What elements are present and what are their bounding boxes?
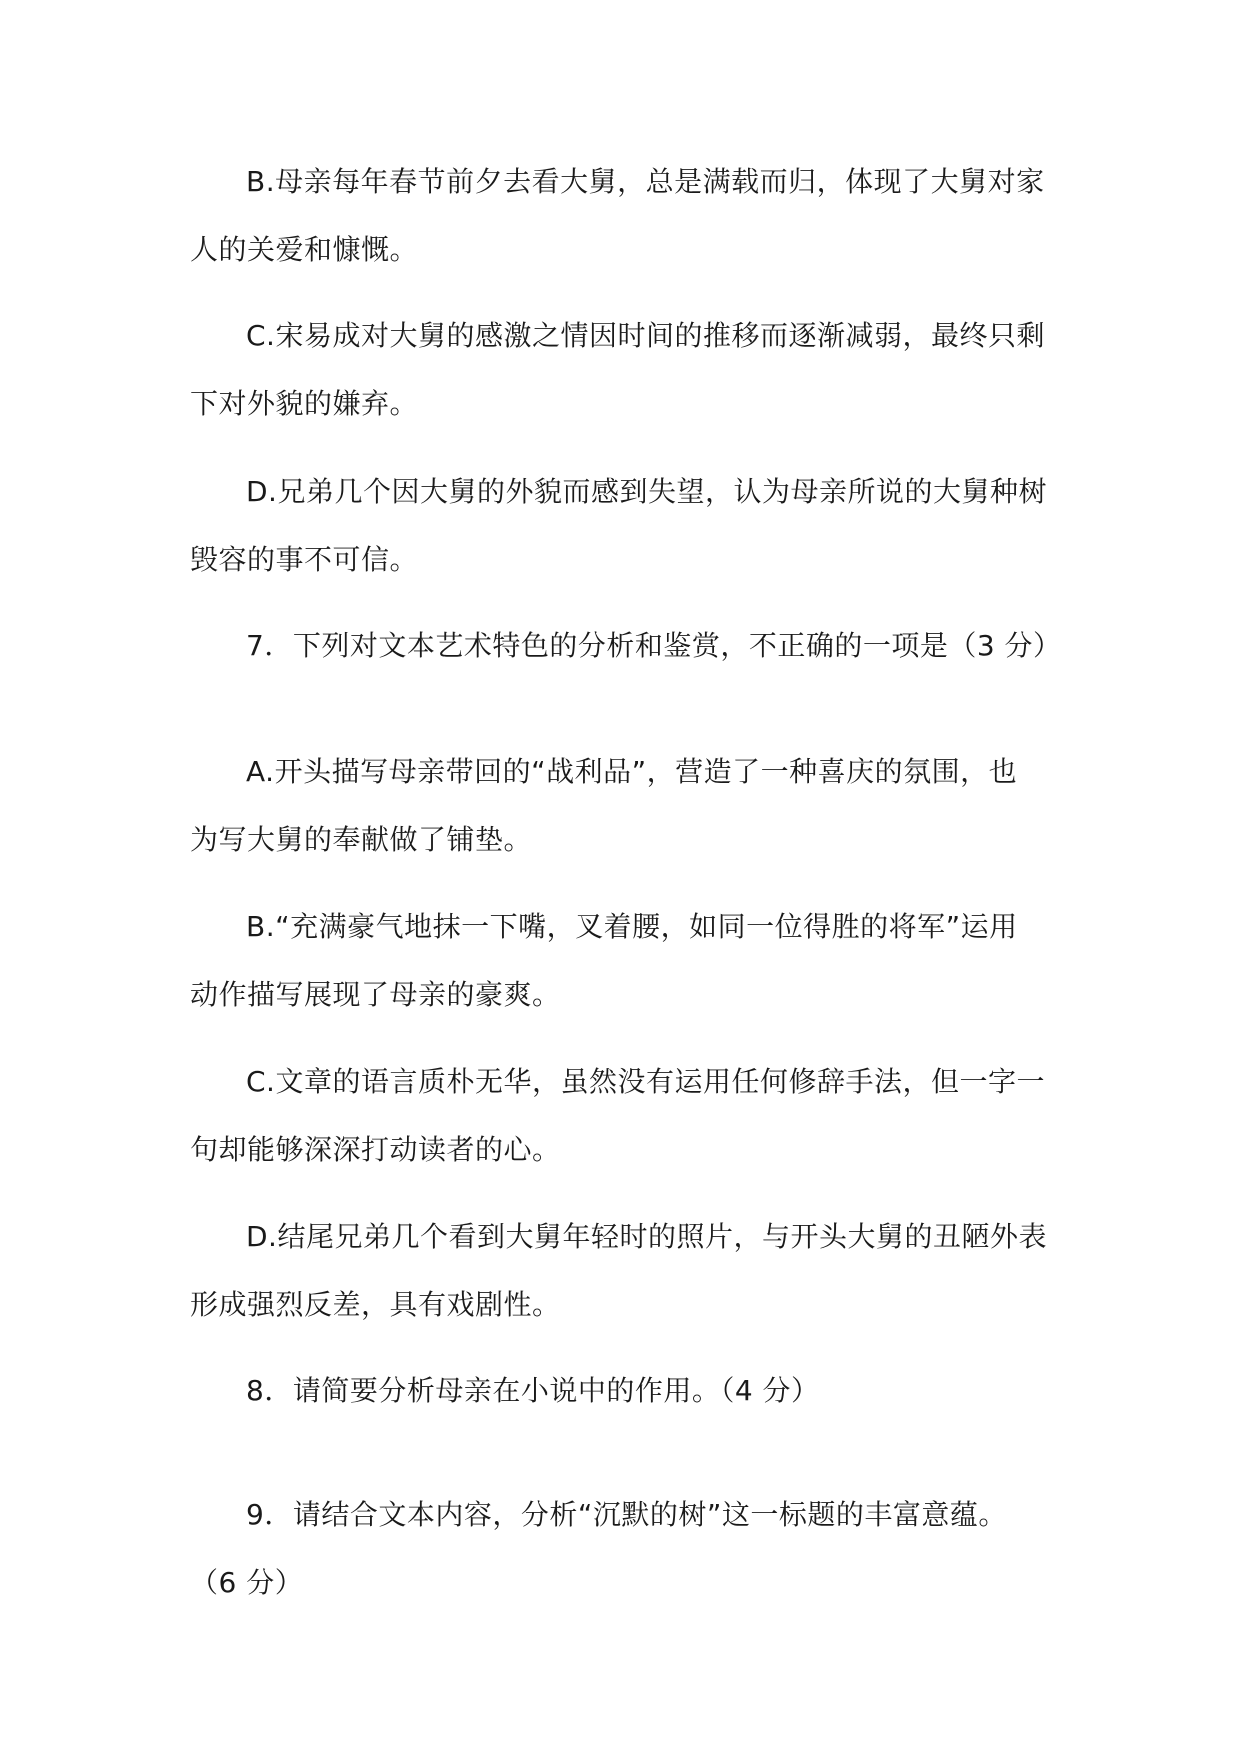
question-8 <box>190 1357 1070 1425</box>
paragraph-line: 毁容的事不可信。 <box>190 543 419 576</box>
q7-option-c-paragraph <box>190 1048 1070 1184</box>
option-d-paragraph <box>190 458 1070 594</box>
option-b-paragraph <box>190 148 1070 284</box>
question-7 <box>190 612 1070 680</box>
paragraph-line: B.母亲每年春节前夕去看大舅，总是满载而归，体现了大舅对家 <box>246 165 1045 198</box>
paragraph-line: （6 分） <box>190 1566 304 1599</box>
paragraph-line: D.结尾兄弟几个看到大舅年轻时的照片，与开头大舅的丑陋外表 <box>246 1220 1047 1253</box>
paragraph-line: 8．请简要分析母亲在小说中的作用。（4 分） <box>246 1374 820 1407</box>
paragraph-line: D.兄弟几个因大舅的外貌而感到失望，认为母亲所说的大舅种树 <box>246 475 1047 508</box>
paragraph-line: 动作描写展现了母亲的豪爽。 <box>190 978 561 1011</box>
option-c-paragraph <box>190 302 1070 438</box>
q7-option-b-paragraph <box>190 893 1070 1029</box>
paragraph-line: A.开头描写母亲带回的“战利品”，营造了一种喜庆的氛围，也 <box>246 755 1018 788</box>
paragraph-line: 人的关爱和慷慨。 <box>190 233 419 266</box>
paragraph-line: 下对外貌的嫌弃。 <box>190 387 419 420</box>
question-9 <box>190 1481 1070 1617</box>
paragraph-line: B.“充满豪气地抹一下嘴，叉着腰，如同一位得胜的将军”运用 <box>246 910 1018 943</box>
paragraph-line: 句却能够深深打动读者的心。 <box>190 1133 561 1166</box>
paragraph-line: C.文章的语言质朴无华，虽然没有运用任何修辞手法，但一字一 <box>246 1065 1045 1098</box>
paragraph-line: C.宋易成对大舅的感激之情因时间的推移而逐渐减弱，最终只剩 <box>246 319 1045 352</box>
paragraph-line: 9．请结合文本内容，分析“沉默的树”这一标题的丰富意蕴。 <box>246 1498 1007 1531</box>
paragraph-line: 7．下列对文本艺术特色的分析和鉴赏，不正确的一项是（3 分） <box>246 629 1062 662</box>
paragraph-line: 为写大舅的奉献做了铺垫。 <box>190 823 533 856</box>
q7-option-d-paragraph <box>190 1203 1070 1339</box>
q7-option-a-paragraph <box>190 738 1070 874</box>
paragraph-line: 形成强烈反差，具有戏剧性。 <box>190 1288 561 1321</box>
